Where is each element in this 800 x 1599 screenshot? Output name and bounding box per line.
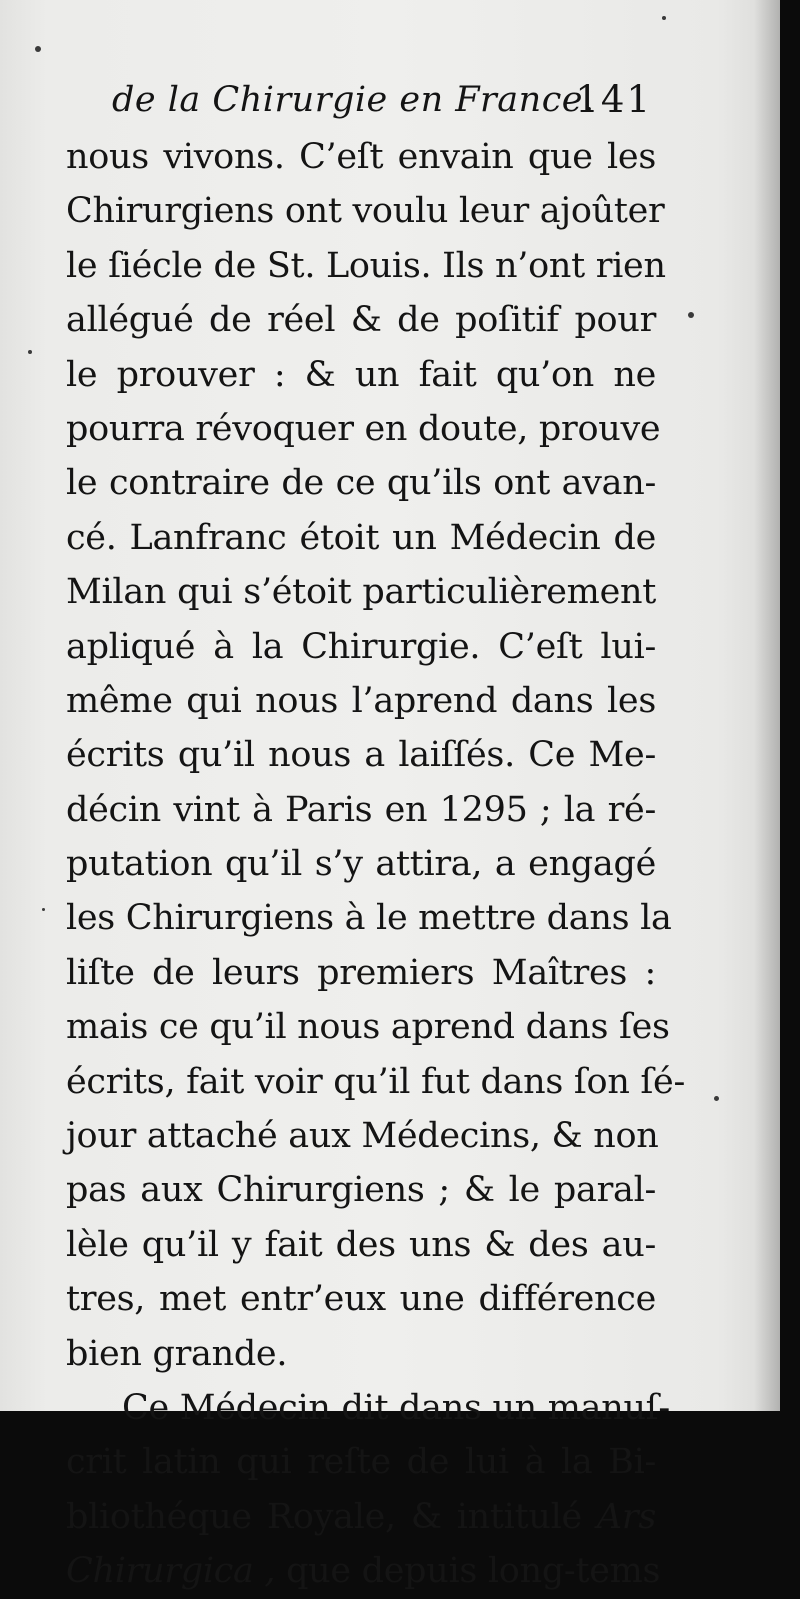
ink-speck (688, 312, 694, 318)
paragraph-start-line: Ce Médecin dit dans un manuſ- (122, 1387, 670, 1428)
text-line: apliqué à la Chirurgie. C’eſt lui- (66, 626, 656, 667)
text-line: crit latin qui reſte de lui à la Bi- (66, 1442, 656, 1483)
text-line: mais ce qu’il nous aprend dans ſes (66, 1007, 670, 1048)
text-line: pourra révoquer en doute, prouve (66, 408, 661, 449)
text-line: allégué de réel & de poſitif pour (66, 300, 656, 341)
text-line: cé. Lanfranc étoit un Médecin de (66, 517, 656, 558)
text-line: écrits, fait voir qu’il fut dans ſon ſé- (66, 1061, 685, 1102)
text-segment: bliothéque Royale, & intitulé (66, 1496, 582, 1537)
running-title: de la Chirurgie en France. (112, 80, 595, 120)
text-line: décin vint à Paris en 1295 ; la ré- (66, 789, 656, 830)
paragraph-end-line: bien grande. (66, 1333, 288, 1374)
text-line (66, 1544, 661, 1598)
ink-speck (662, 16, 666, 20)
ink-speck (42, 908, 45, 911)
text-line: liſte de leurs premiers Maîtres : (66, 952, 656, 993)
text-line: Chirurgiens ont voulu leur ajoûter (66, 191, 665, 232)
text-line: les Chirurgiens à le mettre dans la (66, 898, 672, 939)
ink-speck (28, 350, 32, 354)
text-line (66, 1490, 656, 1544)
italic-title-chirurgica: Chirurgica , (66, 1551, 276, 1592)
ink-speck (35, 46, 41, 52)
text-line: jour attaché aux Médecins, & non (66, 1116, 659, 1157)
italic-title-ars: Ars (596, 1496, 656, 1537)
ink-speck (714, 1096, 719, 1101)
text-line: nous vivons. C’eſt envain que les (66, 137, 656, 177)
page-edge-shadow (754, 0, 780, 1411)
running-head (112, 70, 652, 130)
text-line: lèle qu’il y fait des uns & des au- (66, 1224, 656, 1265)
text-segment: que depuis long-tems (286, 1551, 661, 1592)
text-line: écrits qu’il nous a laiſſés. Ce Me- (66, 735, 656, 776)
text-line: le contraire de ce qu’ils ont avan- (66, 463, 656, 504)
text-line: Milan qui s’étoit particulièrement (66, 572, 656, 613)
text-line: le prouver : & un fait qu’on ne (66, 354, 656, 395)
text-line: pas aux Chirurgiens ; & le paral- (66, 1170, 656, 1211)
body-text (66, 130, 685, 1599)
text-line: tres, met entr’eux une différence (66, 1279, 656, 1320)
text-line: putation qu’il s’y attira, a engagé (66, 844, 656, 885)
text-line: même qui nous l’aprend dans les (66, 680, 656, 721)
text-line: le ſiécle de St. Louis. Ils n’ont rien (66, 245, 666, 286)
page-number: 141 (575, 78, 652, 121)
